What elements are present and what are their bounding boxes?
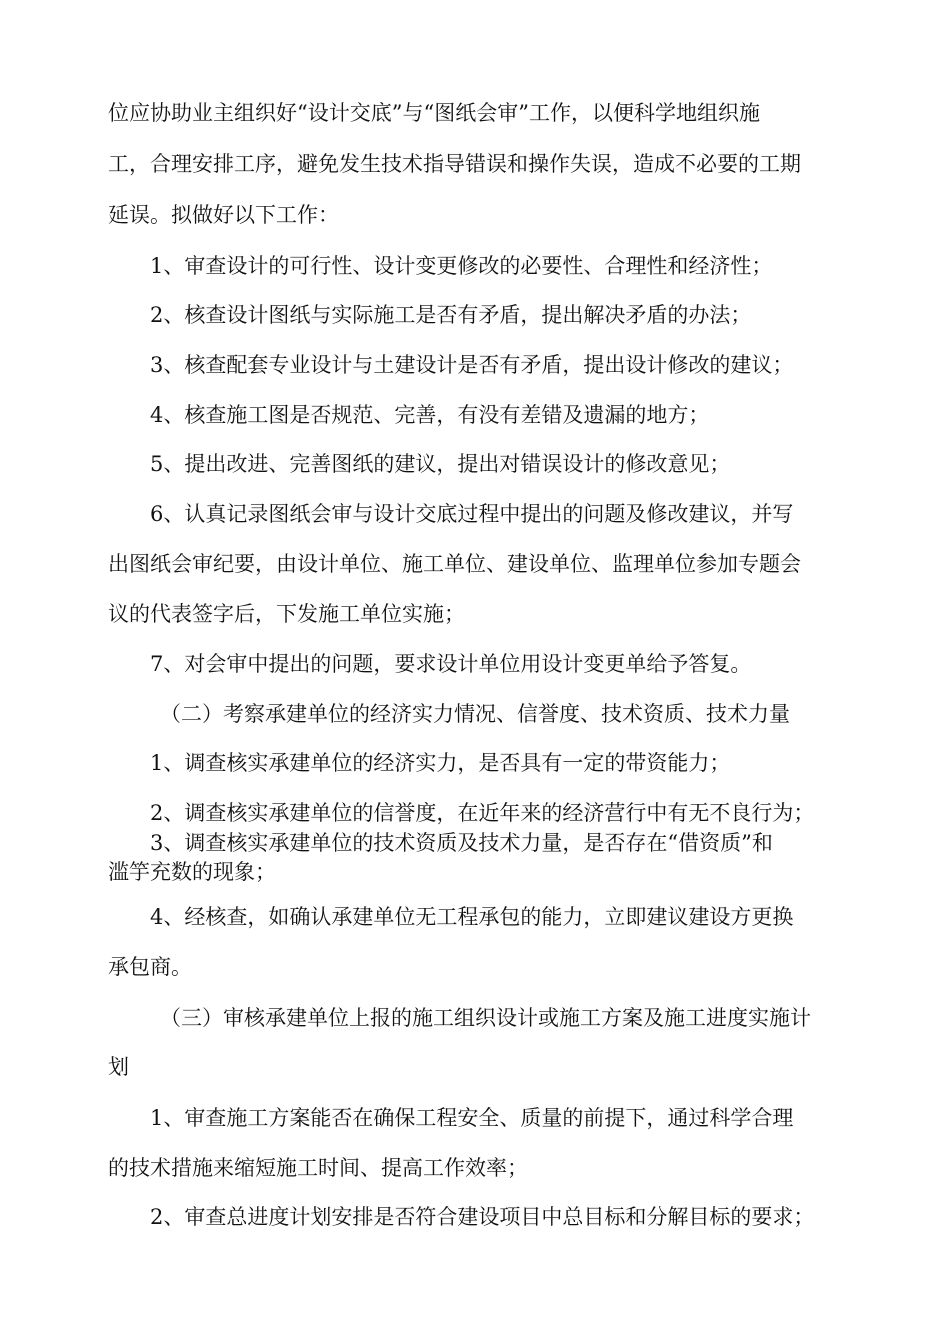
text-line-15: 2、调查核实承建单位的信誉度，在近年来的经济营行中有无不良行为；	[150, 801, 815, 825]
text-line-19: 承包商。	[108, 955, 192, 979]
text-line-22: 1、审查施工方案能否在确保工程安全、质量的前提下，通过科学合理	[150, 1106, 794, 1130]
text-line-16: 3、调查核实承建单位的技术资质及技术力量，是否存在“借资质”和	[150, 831, 773, 855]
text-line-11: 议的代表签字后，下发施工单位实施；	[108, 602, 465, 626]
text-line-14: 1、调查核实承建单位的经济实力，是否具有一定的带资能力；	[150, 751, 731, 775]
text-line-23: 的技术措施来缩短施工时间、提高工作效率；	[108, 1156, 528, 1180]
text-line-17: 滥竽充数的现象；	[108, 860, 276, 884]
text-line-3: 延误。拟做好以下工作：	[108, 203, 339, 227]
text-line-18: 4、经核查，如确认承建单位无工程承包的能力，立即建议建设方更换	[150, 905, 794, 929]
text-line-21: 划	[108, 1055, 129, 1079]
text-line-2: 工，合理安排工序，避免发生技术指导错误和操作失误，造成不必要的工期	[108, 152, 801, 176]
text-line-10: 出图纸会审纪要，由设计单位、施工单位、建设单位、监理单位参加专题会	[108, 552, 801, 576]
section-heading-2: （二）考察承建单位的经济实力情况、信誉度、技术资质、技术力量	[160, 702, 790, 726]
text-line-12: 7、对会审中提出的问题，要求设计单位用设计变更单给予答复。	[150, 652, 752, 676]
section-heading-3: （三）审核承建单位上报的施工组织设计或施工方案及施工进度实施计	[160, 1006, 811, 1030]
text-line-8: 5、提出改进、完善图纸的建议，提出对错误设计的修改意见；	[150, 452, 731, 476]
text-line-24: 2、审查总进度计划安排是否符合建设项目中总目标和分解目标的要求；	[150, 1205, 815, 1229]
text-line-6: 3、核查配套专业设计与土建设计是否有矛盾，提出设计修改的建议；	[150, 353, 794, 377]
text-line-5: 2、核查设计图纸与实际施工是否有矛盾，提出解决矛盾的办法；	[150, 303, 752, 327]
text-line-1: 位应协助业主组织好“设计交底”与“图纸会审”工作，以便科学地组织施	[108, 101, 760, 125]
text-line-4: 1、审查设计的可行性、设计变更修改的必要性、合理性和经济性；	[150, 254, 773, 278]
text-line-7: 4、核查施工图是否规范、完善，有没有差错及遗漏的地方；	[150, 403, 710, 427]
text-line-9: 6、认真记录图纸会审与设计交底过程中提出的问题及修改建议，并写	[150, 502, 794, 526]
